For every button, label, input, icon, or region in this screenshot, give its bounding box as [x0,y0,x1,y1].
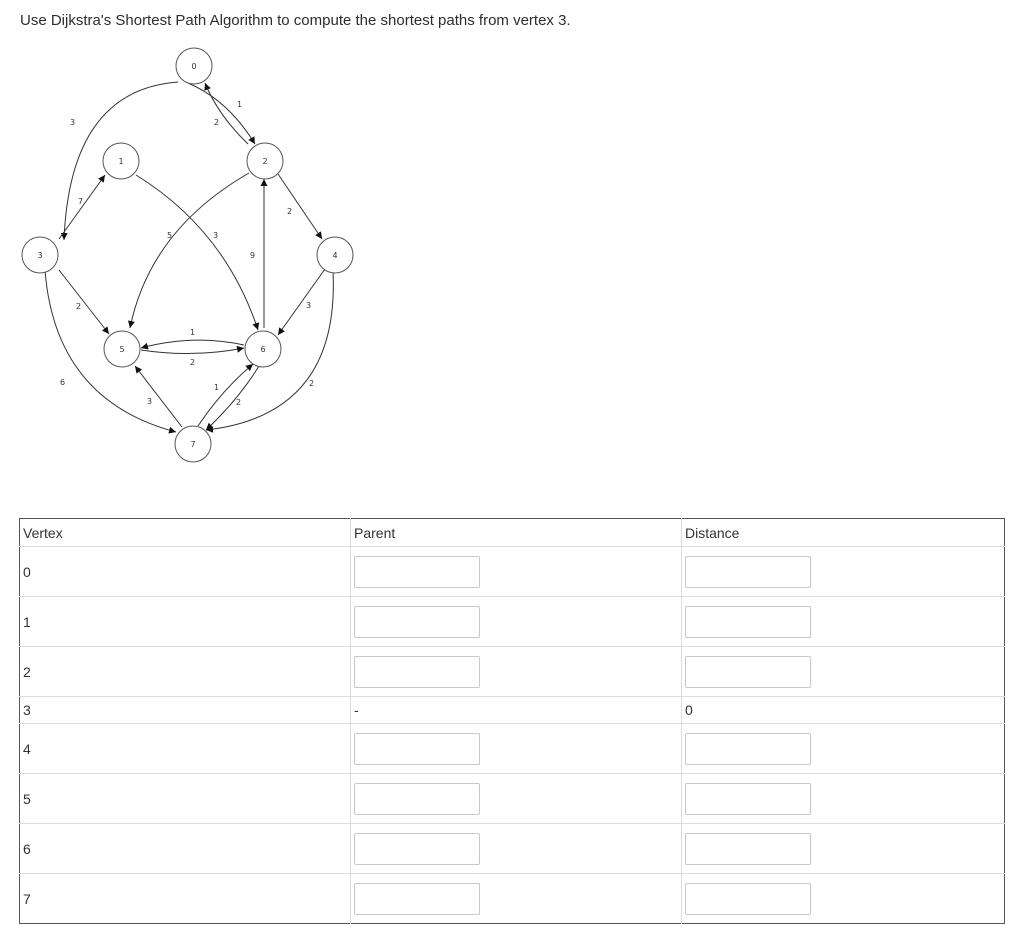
svg-text:2: 2 [262,157,268,166]
edge-4-6 [278,269,325,335]
vertex-label: 4 [23,740,31,757]
vertex-1 [103,143,139,179]
parent-column-header: Parent [351,519,682,547]
svg-text:3: 3 [37,251,43,260]
edge-3-1 [59,175,105,239]
distance-input[interactable] [685,656,811,688]
table-row [20,647,1005,697]
distance-input[interactable] [685,783,811,815]
parent-input[interactable] [354,783,480,815]
vertex-3 [22,237,58,273]
edge-weight: 2 [190,358,196,367]
edge-5-6 [141,348,244,354]
distance-cell [682,774,1005,824]
table-row [20,547,1005,597]
vertex-0 [176,48,212,84]
svg-text:0: 0 [191,62,197,71]
answer-table [19,518,1005,924]
edge-1-6 [136,175,258,330]
edge-weight: 3 [147,397,153,406]
vertex-label: 5 [23,790,31,807]
distance-cell [682,597,1005,647]
parent-cell [351,874,682,924]
parent-cell [351,697,682,724]
parent-cell [351,647,682,697]
distance-cell [682,824,1005,874]
parent-cell [351,724,682,774]
distance-input[interactable] [685,883,811,915]
svg-text:7: 7 [190,440,196,449]
distance-cell [682,874,1005,924]
vertex-7 [175,426,211,462]
parent-cell [351,597,682,647]
distance-cell [682,647,1005,697]
edge-2-0 [205,83,248,144]
distance-input[interactable] [685,606,811,638]
vertex-label: 1 [23,613,31,630]
distance-cell [682,697,1005,724]
edge-weight: 2 [76,302,82,311]
vertex-column-header: Vertex [20,519,351,547]
vertex-cell [20,647,351,697]
vertex-cell [20,774,351,824]
parent-cell [351,824,682,874]
vertex-label: 0 [23,563,31,580]
edge-weight: 9 [250,251,256,260]
table-row [20,774,1005,824]
parent-cell [351,774,682,824]
parent-value: - [354,702,359,718]
svg-text:1: 1 [118,157,124,166]
parent-input[interactable] [354,656,480,688]
table-row [20,597,1005,647]
table-row [20,874,1005,924]
vertex-label: 6 [23,840,31,857]
question-text: Use Dijkstra's Shortest Path Algorithm to compute the shortest paths from vertex 3. [20,12,571,29]
edge-6-5 [141,340,244,348]
edge-weight: 1 [190,328,196,337]
parent-cell [351,547,682,597]
edge-3-5 [59,270,109,334]
edge-weight: 2 [214,118,220,127]
edge-weight: 2 [287,207,293,216]
edge-2-5 [130,173,249,328]
vertex-label: 7 [23,890,31,907]
vertex-cell [20,724,351,774]
edge-weight: 6 [60,378,66,387]
edge-weight: 2 [236,398,242,407]
vertex-4 [317,237,353,273]
edge-2-4 [276,171,322,239]
directed-weighted-graph [0,40,400,480]
edge-weight: 3 [306,301,312,310]
parent-input[interactable] [354,833,480,865]
edge-7-5 [135,366,182,427]
vertex-2 [247,143,283,179]
distance-input[interactable] [685,733,811,765]
vertex-cell [20,697,351,724]
parent-input[interactable] [354,733,480,765]
parent-input[interactable] [354,556,480,588]
distance-input[interactable] [685,833,811,865]
table-row [20,697,1005,724]
distance-cell [682,724,1005,774]
parent-input[interactable] [354,606,480,638]
edge-weight: 5 [167,231,173,240]
table-row [20,724,1005,774]
edge-weight: 3 [213,231,219,240]
edge-weight: 3 [70,118,76,127]
distance-column-header: Distance [682,519,1005,547]
table-row [20,824,1005,874]
edge-7-6 [198,364,253,426]
edge-weight: 1 [214,383,220,392]
vertex-cell [20,874,351,924]
distance-input[interactable] [685,556,811,588]
vertex-label: 2 [23,663,31,680]
edge-weight: 1 [237,100,243,109]
vertex-5 [104,331,140,367]
distance-cell [682,547,1005,597]
edge-weight: 7 [78,197,84,206]
parent-input[interactable] [354,883,480,915]
edge-weight: 2 [309,379,315,388]
svg-text:6: 6 [260,345,266,354]
svg-text:5: 5 [119,345,125,354]
vertex-6 [245,331,281,367]
vertex-label: 3 [23,702,31,718]
distance-value: 0 [685,702,693,718]
svg-text:4: 4 [332,251,338,260]
vertex-cell [20,824,351,874]
vertex-cell [20,597,351,647]
vertex-cell [20,547,351,597]
